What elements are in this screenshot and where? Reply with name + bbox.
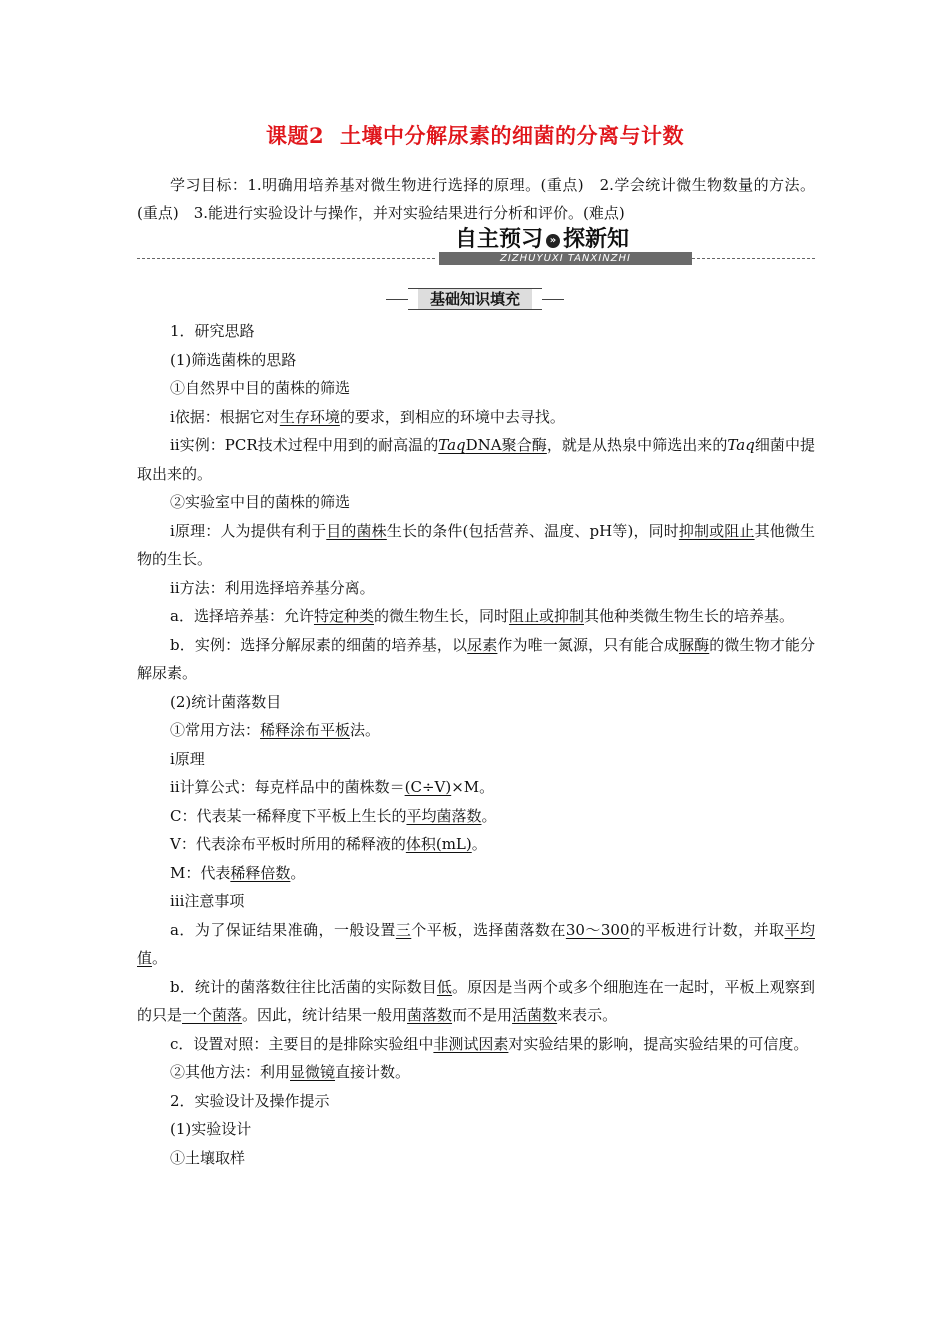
section-label: [0, 288, 950, 310]
learning-goals: 学习目标：1.明确用培养基对微生物进行选择的原理。(重点) 2.学会统计微生物数量的方法。(重点) 3.能进行实验设计与操作，并对实验结果进行分析和评价。(难点): [137, 176, 815, 222]
paragraph-text: 来表示。: [557, 1006, 618, 1024]
paragraph-text: (1)筛选菌株的思路: [170, 350, 297, 369]
body-paragraph: [137, 403, 815, 432]
answer-blank: 显微镜: [290, 1063, 336, 1081]
banner-divider-left: [137, 258, 435, 259]
paragraph-text: 。原因是当两个或多个细胞连在一起时，平板上观察到的只是: [137, 977, 815, 1024]
answer-blank: 抑制或阻止: [678, 521, 755, 540]
label-line-left: [386, 299, 408, 300]
body-paragraph: [137, 1030, 815, 1059]
paragraph-text: b．实例：选择分解尿素的细菌的培养基，以: [170, 635, 468, 654]
lesson-title: [0, 120, 950, 150]
answer-blank: 特定种类: [313, 607, 374, 625]
paragraph-text: 。: [471, 835, 487, 853]
paragraph-text: ①自然界中目的菌株的筛选: [170, 379, 351, 397]
paragraph-text: 。: [481, 806, 497, 825]
paragraph-text: 2．实验设计及操作提示: [170, 1091, 330, 1110]
lesson-number: 课题2: [266, 123, 325, 148]
body-paragraph: [137, 773, 815, 802]
paragraph-text: C：代表某一稀释度下平板上生长的: [170, 806, 407, 825]
paragraph-text: M：代表: [170, 863, 231, 882]
paragraph-text: (1)实验设计: [170, 1120, 252, 1138]
paragraph-text: V：代表涂布平板时所用的稀释液的: [170, 835, 406, 853]
banner-title-left: 自主预习: [455, 227, 544, 252]
paragraph-text: 个平板，选择菌落数在: [411, 920, 566, 939]
paragraph-text: 其他种类微生物生长的培养基。: [584, 607, 795, 625]
paragraph-text: ②实验室中目的菌株的筛选: [170, 493, 351, 511]
paragraph-text: ②其他方法：利用: [170, 1063, 291, 1081]
body-paragraph: [137, 973, 815, 1030]
answer-blank: 30～300: [565, 920, 630, 939]
answer-blank: 活菌数: [512, 1006, 558, 1024]
paragraph-text: b．统计的菌落数往往比活菌的实际数目: [170, 977, 437, 996]
paragraph-text: 而不是用: [452, 1006, 513, 1024]
paragraph-text: ⅱ计算公式：每克样品中的菌株数＝: [170, 778, 405, 796]
paragraph-text: 。: [152, 949, 168, 967]
paragraph-text: c．设置对照：主要目的是排除实验组中: [170, 1034, 434, 1053]
paragraph-text: ①常用方法：: [170, 721, 261, 739]
answer-blank: DNA聚合酶: [465, 436, 547, 454]
answer-blank: 一个菌落: [182, 1006, 243, 1024]
paragraph-text: 的微生物才能分解尿素。: [137, 635, 815, 682]
paragraph-text: Taq: [727, 436, 755, 454]
answer-blank: Taq: [438, 436, 466, 454]
paragraph-text: ⅲ注意事项: [170, 892, 245, 910]
paragraph-text: 的微生物生长，同时: [373, 607, 509, 625]
paragraph-text: 。因此，统计结果一般用: [242, 1006, 408, 1024]
body-paragraph: [137, 802, 815, 831]
banner-pinyin: ZIZHUYUXI TANXINZHI: [439, 252, 692, 265]
body-paragraph: [137, 346, 815, 375]
body-paragraph: [137, 1144, 815, 1173]
paragraph-text: 1．研究思路: [170, 322, 255, 340]
answer-blank: 菌落数: [407, 1006, 453, 1024]
banner-divider-right: [692, 258, 815, 259]
body-paragraph: [137, 602, 815, 631]
answer-blank: 三: [395, 920, 412, 939]
paragraph-text: a．为了保证结果准确，一般设置: [170, 920, 396, 939]
body-paragraph: [137, 859, 815, 888]
answer-blank: 稀释倍数: [230, 863, 291, 882]
paragraph-text: ⅱ方法：利用选择培养基分离。: [170, 578, 375, 597]
answer-blank: 体积(mL): [405, 835, 472, 853]
body-paragraph: [137, 887, 815, 916]
paragraph-text: 其他微生物的生长。: [137, 521, 815, 568]
body-paragraph: [137, 745, 815, 774]
answer-blank: 尿素: [467, 635, 498, 654]
paragraph-text: ⅰ依据：根据它对: [170, 407, 280, 426]
body-paragraph: [137, 830, 815, 859]
body-paragraph: [137, 317, 815, 346]
section-banner: [137, 222, 815, 272]
paragraph-text: 生长的条件(包括营养、温度、pH等)，同时: [386, 521, 679, 540]
section-label-text: 基础知识填充: [418, 289, 532, 309]
body-paragraph: [137, 1115, 815, 1144]
body-paragraph: [137, 574, 815, 603]
paragraph-text: (2)统计菌落数目: [170, 692, 282, 711]
paragraph-text: ，就是从热泉中筛选出来的: [546, 436, 728, 454]
paragraph-text: ①土壤取样: [170, 1148, 246, 1167]
answer-blank: (C÷V): [404, 778, 452, 796]
lesson-topic: 土壤中分解尿素的细菌的分离与计数: [339, 123, 684, 148]
paragraph-text: 作为唯一氮源，只有能合成: [497, 635, 679, 654]
paragraph-text: ⅱ实例：PCR技术过程中用到的耐高温的: [170, 436, 439, 454]
body-paragraph: [137, 1087, 815, 1116]
paragraph-text: a．选择培养基：允许: [170, 607, 314, 625]
answer-blank: 稀释涂布平板: [260, 721, 351, 739]
paragraph-text: 的要求，到相应的环境中去寻找。: [339, 407, 565, 426]
paragraph-text: 法。: [350, 721, 381, 739]
paragraph-text: 对实验结果的影响，提高实验结果的可信度。: [508, 1034, 809, 1053]
paragraph-text: ×M。: [451, 778, 495, 796]
body-paragraph: [137, 916, 815, 973]
answer-blank: 生存环境: [279, 407, 340, 426]
answer-blank: 脲酶: [678, 635, 710, 654]
body-paragraph: [137, 688, 815, 717]
answer-blank: 目的菌株: [326, 521, 387, 540]
banner-title-right: 探新知: [563, 227, 630, 252]
answer-blank: 平均值: [137, 920, 815, 967]
body-paragraph: [137, 431, 815, 488]
answer-blank: 平均菌落数: [406, 806, 482, 825]
paragraph-text: ⅰ原理: [170, 749, 205, 768]
paragraph-text: 直接计数。: [335, 1063, 411, 1081]
answer-blank: 非测试因素: [433, 1034, 509, 1053]
body-paragraph: [137, 716, 815, 745]
body-paragraph: [137, 488, 815, 517]
paragraph-text: 。: [290, 863, 306, 882]
banner-title: [455, 222, 680, 252]
section-label-box: [408, 288, 542, 310]
body-paragraph: [137, 374, 815, 403]
document-body: [137, 317, 815, 1172]
answer-blank: 阻止或抑制: [508, 607, 584, 625]
label-line-right: [542, 299, 564, 300]
body-paragraph: [137, 517, 815, 574]
paragraph-text: ⅰ原理：人为提供有利于: [170, 521, 327, 540]
answer-blank: 低: [436, 977, 453, 996]
paragraph-text: 细菌中提取出来的。: [137, 436, 815, 483]
double-arrow-icon: »: [546, 234, 560, 248]
body-paragraph: [137, 1058, 815, 1087]
body-paragraph: [137, 631, 815, 688]
paragraph-text: 的平板进行计数，并取: [629, 920, 785, 939]
